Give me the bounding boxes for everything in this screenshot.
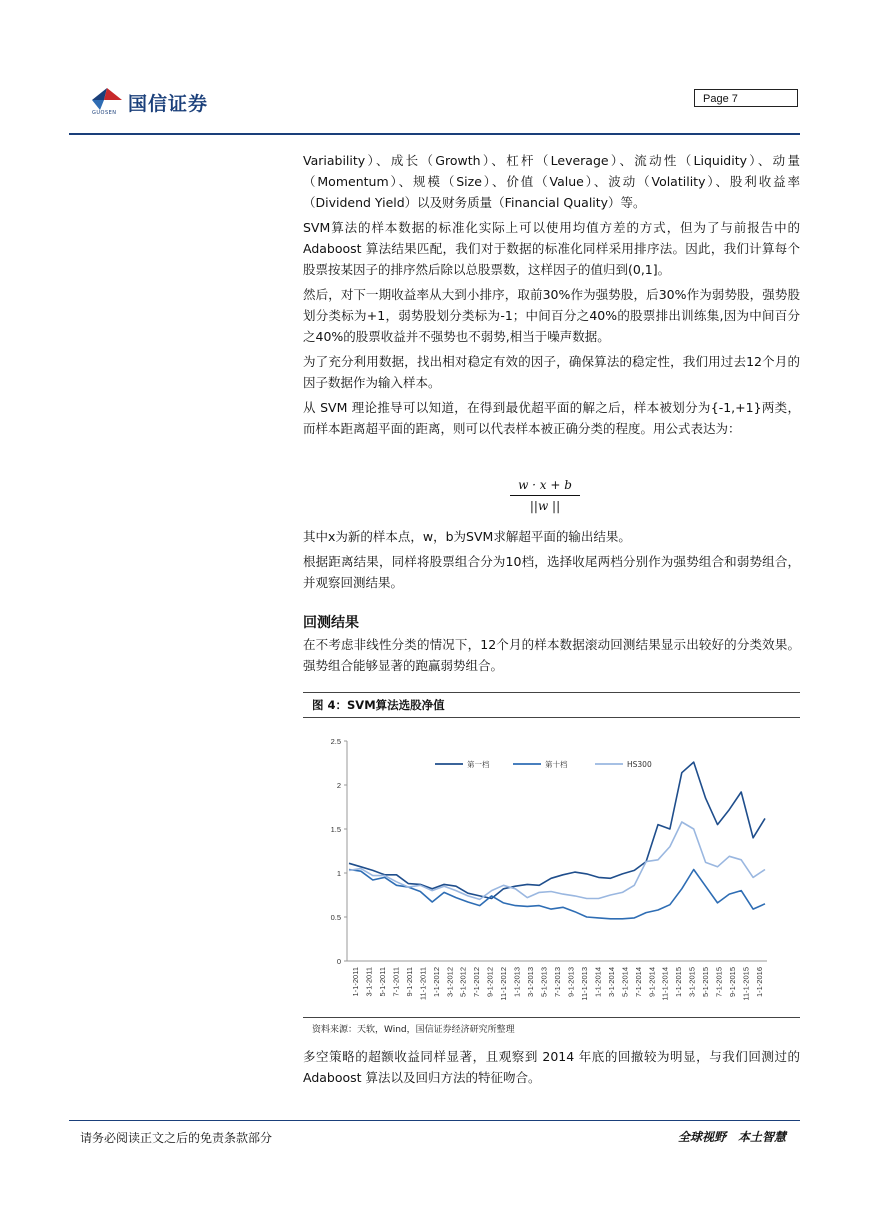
paragraph: 从 SVM 理论推导可以知道，在得到最优超平面的解之后，样本被划分为{-1,+1}两类，而样本距离超平面的距离，则可以代表样本被正确分类的程度。用公式表达为： bbox=[303, 400, 800, 436]
paragraph: 为了充分利用数据，找出相对稳定有效的因子，确保算法的稳定性，我们用过去12个月的因子数据作为输入样本。 bbox=[303, 354, 800, 390]
y-tick-label: 1.5 bbox=[330, 825, 341, 834]
x-tick-label: 11-1-2011 bbox=[418, 967, 428, 1001]
body-text-3 bbox=[303, 634, 800, 680]
figure-rule-top bbox=[303, 692, 800, 693]
disclaimer-note: 请务必阅读正文之后的免责条款部分 bbox=[80, 1131, 273, 1145]
paragraph: 其中x为新的样本点，w，b为SVM求解超平面的输出结果。 bbox=[303, 529, 631, 544]
legend-label: HS300 bbox=[627, 760, 652, 769]
paragraph: 然后，对下一期收益率从大到小排序，取前30%作为强势股，后30%作为弱势股，强势股划分类标为+1，弱势股划分类标为-1；中间百分之40%的股票排出训练集,因为中间百分之40%的股票收益并不强势也不弱势,相当于噪声数据。 bbox=[303, 287, 800, 344]
x-tick-label: 1-1-2015 bbox=[674, 967, 684, 998]
y-tick-label: 2 bbox=[336, 781, 341, 790]
figure-rule-bottom bbox=[303, 1017, 800, 1018]
x-tick-label: 11-1-2012 bbox=[499, 967, 509, 1001]
figure-rule-mid bbox=[303, 717, 800, 718]
formula-denominator: ||w || bbox=[529, 499, 561, 513]
x-tick-label: 3-1-2014 bbox=[606, 967, 616, 998]
x-tick-label: 5-1-2015 bbox=[701, 967, 711, 998]
y-tick-label: 0 bbox=[336, 957, 341, 966]
x-tick-label: 3-1-2013 bbox=[526, 967, 536, 998]
x-tick-label: 1-1-2014 bbox=[593, 967, 603, 998]
x-tick-label: 1-1-2012 bbox=[431, 967, 441, 998]
body-text-2 bbox=[303, 526, 800, 597]
paragraph: 根据距离结果，同样将股票组合分为10档，选择收尾两档分别作为强势组合和弱势组合，并观察回测结果。 bbox=[303, 554, 800, 590]
x-tick-label: 1-1-2016 bbox=[755, 967, 764, 998]
paragraph: SVM算法的样本数据的标准化实际上可以使用均值方差的方式，但为了与前报告中的 Adaboost 算法结果匹配，我们对于数据的标准化同样采用排序法。因此，我们计算每个股票按某因子的排序然后除以总股票数，这样因子的值归到(0,1]。 bbox=[303, 220, 800, 277]
y-tick-label: 0.5 bbox=[330, 913, 341, 922]
x-tick-label: 3-1-2015 bbox=[687, 967, 697, 998]
x-tick-label: 5-1-2014 bbox=[620, 967, 630, 998]
distance-formula bbox=[510, 478, 580, 513]
x-tick-label: 9-1-2011 bbox=[404, 967, 414, 997]
x-tick-label: 11-1-2013 bbox=[579, 967, 589, 1001]
logo-text: 国信证券 bbox=[128, 93, 209, 115]
slogan: 全球视野 本土智慧 bbox=[678, 1130, 787, 1144]
legend-label: 第一档 bbox=[467, 760, 490, 769]
x-tick-label: 9-1-2015 bbox=[728, 967, 738, 998]
y-tick-label: 1 bbox=[336, 869, 341, 878]
x-tick-label: 3-1-2012 bbox=[445, 967, 455, 998]
series-line bbox=[349, 762, 765, 898]
y-tick-label: 2.5 bbox=[330, 737, 341, 746]
x-tick-label: 1-1-2013 bbox=[512, 967, 522, 998]
chart-lines bbox=[349, 762, 765, 919]
x-tick-label: 7-1-2014 bbox=[633, 967, 643, 998]
formula-numerator: w · x + b bbox=[510, 478, 580, 496]
x-tick-label: 11-1-2015 bbox=[741, 967, 751, 1001]
x-tick-label: 5-1-2012 bbox=[458, 967, 468, 998]
x-tick-label: 9-1-2014 bbox=[647, 967, 657, 998]
paragraph: 多空策略的超额收益同样显著，且观察到 2014 年底的回撤较为明显，与我们回测过的 Adaboost 算法以及回归方法的特征吻合。 bbox=[303, 1049, 800, 1085]
paragraph: 在不考虑非线性分类的情况下，12个月的样本数据滚动回测结果显示出较好的分类效果。强势组合能够显著的跑赢弱势组合。 bbox=[303, 637, 800, 673]
x-tick-label: 5-1-2011 bbox=[377, 967, 387, 997]
x-tick-label: 9-1-2013 bbox=[566, 967, 576, 998]
line-chart bbox=[315, 728, 785, 1014]
x-tick-label: 7-1-2011 bbox=[391, 967, 401, 997]
x-tick-label: 7-1-2012 bbox=[472, 967, 482, 998]
body-text bbox=[303, 150, 800, 443]
header-rule bbox=[69, 133, 800, 135]
x-tick-label: 9-1-2012 bbox=[485, 967, 495, 998]
x-tick-label: 7-1-2015 bbox=[714, 967, 724, 998]
body-text-4 bbox=[303, 1046, 800, 1088]
x-tick-label: 11-1-2014 bbox=[660, 967, 670, 1001]
chart-legend bbox=[435, 759, 652, 769]
figure-source: 资料来源：天软，Wind，国信证券经济研究所整理 bbox=[312, 1025, 515, 1035]
figure-caption: 图 4：SVM算法选股净值 bbox=[312, 698, 445, 712]
x-tick-label: 1-1-2011 bbox=[351, 967, 360, 997]
chart-axes bbox=[331, 737, 767, 1001]
x-tick-label: 5-1-2013 bbox=[539, 967, 549, 998]
page-number: Page 7 bbox=[694, 89, 798, 107]
section-title: 回测结果 bbox=[303, 615, 359, 631]
logo-sub: GUOSEN bbox=[92, 110, 117, 116]
paragraph: Variability）、成长（Growth）、杠杆（Leverage）、流动性（Liquidity）、动量（Momentum）、规模（Size）、价值（Value）、波动（Volatility）、股利收益率（Dividend Yield）以及财务质量（Financial Quality）等。 bbox=[303, 153, 800, 210]
x-tick-label: 3-1-2011 bbox=[364, 967, 374, 997]
legend-label: 第十档 bbox=[545, 760, 568, 769]
x-tick-label: 7-1-2013 bbox=[553, 967, 562, 998]
footer-rule bbox=[69, 1120, 800, 1121]
